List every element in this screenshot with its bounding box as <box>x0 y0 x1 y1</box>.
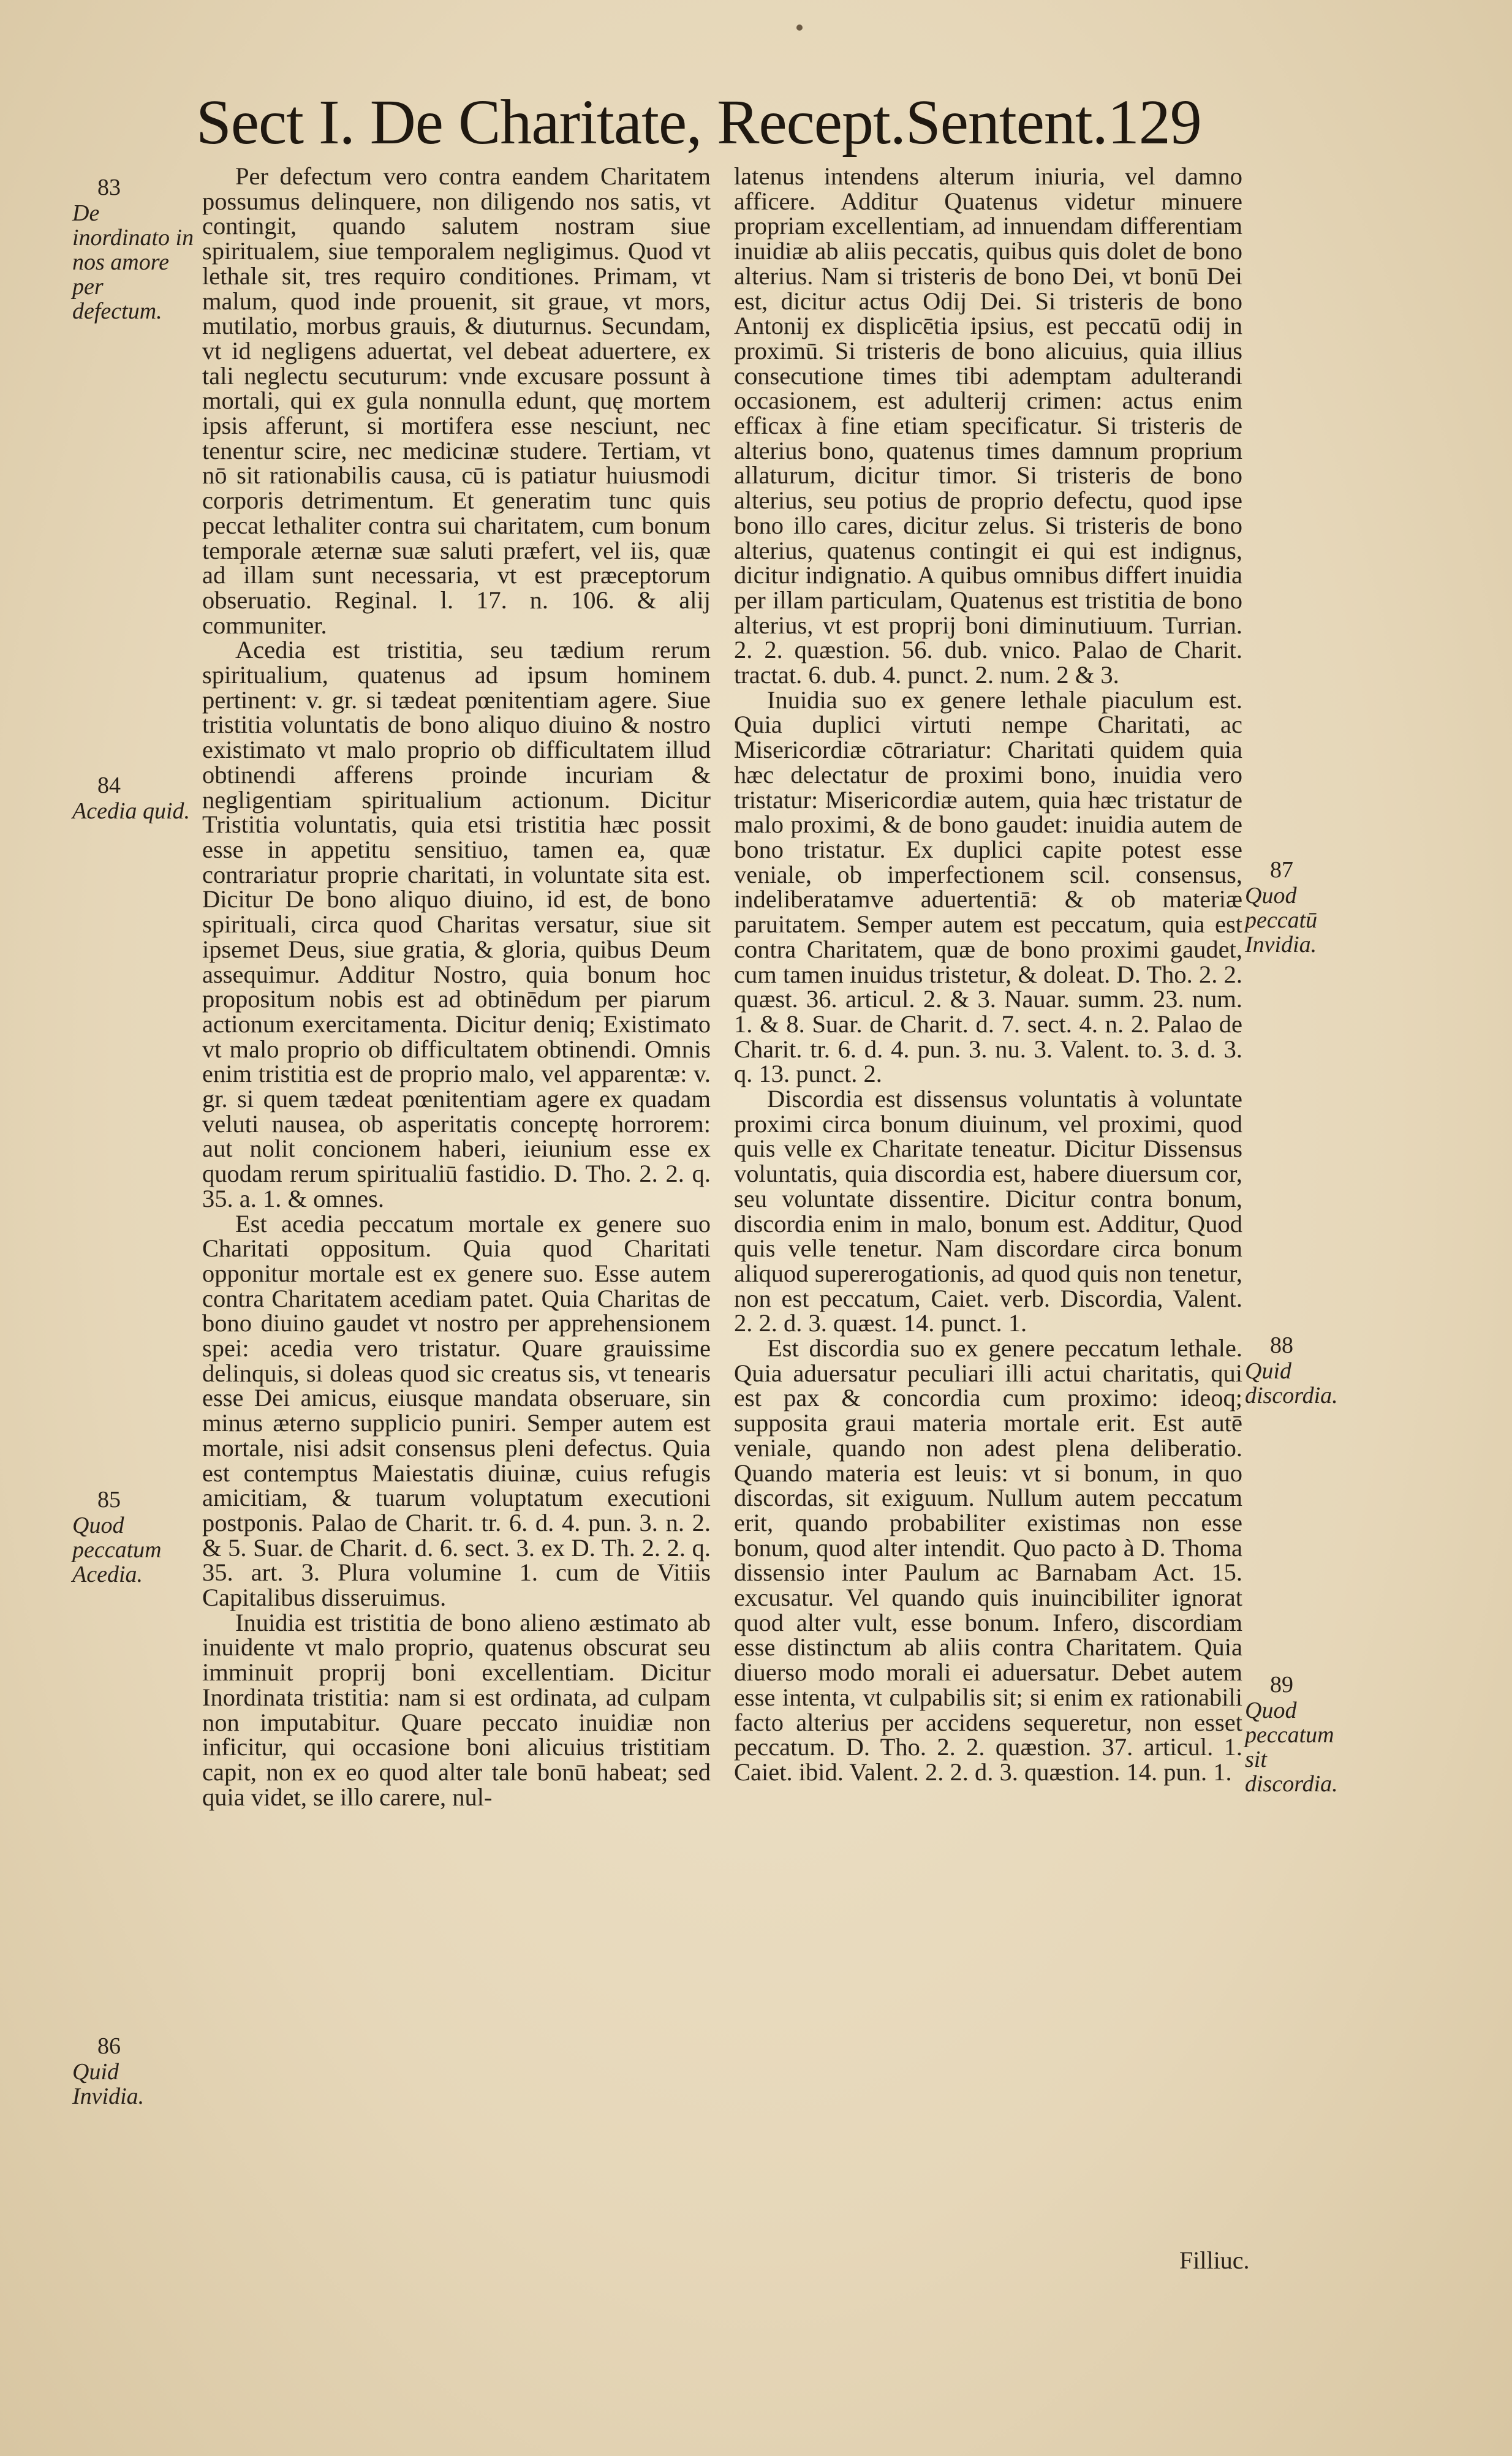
margin-note-number: 87 <box>1270 857 1293 883</box>
margin-note-label: Quod peccatum sit discordia. <box>1245 1698 1338 1797</box>
margin-note-number: 85 <box>97 1487 121 1513</box>
margin-note-83 <box>72 175 195 323</box>
catchword: Filliuc. <box>1179 2246 1250 2274</box>
margin-note-number: 88 <box>1270 1332 1293 1358</box>
margin-note-number: 84 <box>97 773 121 798</box>
paragraph-88: Discordia est dissensus voluntatis à voluntate proximi circa bonum diuinum, vel proximi, quod quis velle ex Charitate teneatur. Dicitur Dissensus voluntatis, quia discordia est, habere diuersum cor, seu voluntate dissentire. Dicitur contra bonum, discordia enim in malo, bonum est. Additur, Quod quis velle tenetur. Nam discordare circa bonum aliquod supererogationis, ad quod quis non tenetur, non est peccatum, Caiet. verb. Discordia, Valent. 2. 2. d. 3. quæst. 14. punct. 1. <box>734 1085 1242 1337</box>
right-text-column <box>734 164 1242 1785</box>
margin-note-88 <box>1245 1333 1361 1408</box>
margin-note-number: 89 <box>1270 1672 1293 1698</box>
margin-note-86 <box>72 2034 195 2109</box>
left-text-column <box>202 164 711 1810</box>
margin-note-84 <box>72 773 195 823</box>
paper-speck <box>796 25 803 31</box>
running-head: Sect I. De Charitate, Recept.Sentent.129 <box>196 87 1201 157</box>
margin-note-89 <box>1245 1672 1361 1796</box>
margin-note-label: Quod peccatū Invidia. <box>1245 883 1318 958</box>
margin-note-label: Quod peccatum Acedia. <box>72 1513 162 1587</box>
paragraph-83: Per defectum vero contra eandem Charitatem possumus delinquere, non diligendo nos satis, vt contingit, quando salutem nostram siue spiritualem, siue temporalem negligimus. Quod vt lethale sit, tres requiro conditiones. Primam, vt malum, quod inde prouenit, sit graue, vt mors, mutilatio, morbus grauis, & diuturnus. Secundam, vt id negligens aduertat, vel debeat aduertere, ex tali neglectu secuturum: vnde excusare possunt à mortali, qui ex gula nonnulla edunt, quę mortem ipsis afferunt, si mortifera esse nesciunt, nec tenentur scire, nec medicinæ studere. Tertiam, vt nō sit rationabilis causa, cū is patiatur huiusmodi corporis detrimentum. Et generatim tunc quis peccat lethaliter contra sui charitatem, cum bonum temporale æternæ suæ saluti præfert, vel iis, quæ ad illam sunt necessaria, vt est præceptorum obseruatio. Reginal. l. 17. n. 106. & alij communiter. <box>202 162 711 639</box>
margin-note-number: 83 <box>97 175 121 200</box>
margin-note-label: Acedia quid. <box>72 798 191 824</box>
paragraph-86: Inuidia est tristitia de bono alieno æstimato ab inuidente vt malo proprio, quatenus obscurat seu imminuit proprij boni excellentiam. Dicitur Inordinata tristitia: nam si est ordinata, ad culpam non imputabitur. Quare peccato inuidiæ non inficitur, qui occasione boni alicuius tristitiam capit, non ex eo quod alter tale bonū habeat; sed quia videt, se illo carere, nul- <box>202 1608 711 1811</box>
paragraph-87: Inuidia suo ex genere lethale piaculum est. Quia duplici virtuti nempe Charitati, ac Misericordiæ cōtrariatur: Charitati quidem quia hæc delectatur de proximi bono, inuidia vero tristatur: Misericordiæ autem, quia hæc tristatur de malo proximi, & de bono gaudet: inuidia autem de bono tristatur. Ex duplici capite potest esse veniale, ob imperfectionem scil. consensus, indeliberatamve aduertentiā: & ob materiæ paruitatem. Semper autem est peccatum, quia est contra Charitatem, quæ de bono proximi gaudet, cum tamen inuidus tristetur, & doleat. D. Tho. 2. 2. quæst. 36. articul. 2. & 3. Nauar. summ. 23. num. 1. & 8. Suar. de Charit. d. 7. sect. 4. n. 2. Palao de Charit. tr. 6. d. 4. pun. 3. nu. 3. Valent. to. 3. d. 3. q. 13. punct. 2. <box>734 686 1242 1088</box>
margin-note-label: Quid Invidia. <box>72 2059 145 2109</box>
paragraph-89: Est discordia suo ex genere peccatum lethale. Quia aduersatur peculiari illi actui charitatis, qui est pax & concordia cum proximo: ideoq; supposita graui materia mortale erit. Est autē veniale, quando non adest plena deliberatio. Quando materia est leuis: vt si bonum, in quo discordas, sit exiguum. Nullum autem peccatum erit, quando probabiliter existimas non esse bonum, quod alter intendit. Quo pacto à D. Thoma dissensio inter Paulum ac Barnabam Act. 15. excusatur. Vel quando quis inuincibiliter ignorat quod alter vult, esse bonum. Infero, discordiam esse distinctum ab aliis contra Charitatem. Quia diuerso modo morali ei aduersatur. Debet autem esse intenta, vt culpabilis sit; si enim ex rationabili facto alterius per accidens sequeretur, non esset peccatum. D. Tho. 2. 2. quæstion. 37. articul. 1. Caiet. ibid. Valent. 2. 2. d. 3. quæstion. 14. pun. 1. <box>734 1334 1242 1786</box>
paragraph-85: Est acedia peccatum mortale ex genere suo Charitati oppositum. Quia quod Charitati opponitur mortale est ex genere suo. Esse autem contra Charitatem acediam patet. Quia Charitas de bono diuino gaudet vt nostro per apprehensionem spei: acedia vero tristatur. Quare grauissime delinquis, si doleas quod sic creatus sis, vt tenearis esse Dei amicus, eiusque mandata obseruare, sin minus æterno supplicio puniri. Semper autem est mortale, nisi adsit consensus pleni defectus. Quia est contemptus Maiestatis diuinæ, cuius refugis amicitiam, & tuarum voluptatum executioni postponis. Palao de Charit. tr. 6. d. 4. pun. 3. n. 2. & 5. Suar. de Charit. d. 6. sect. 3. ex D. Th. 2. 2. q. 35. art. 3. Plura volumine 1. cum de Vitiis Capitalibus disseruimus. <box>202 1209 711 1612</box>
margin-note-number: 86 <box>97 2033 121 2059</box>
margin-note-label: Quid discordia. <box>1245 1358 1338 1408</box>
paragraph-86-continued: latenus intendens alterum iniuria, vel damno afficere. Additur Quatenus videtur minuere propriam excellentiam, ad innuendam differentiam inuidiæ ab aliis peccatis, quibus quis dolet de bono alterius. Nam si tristeris de bono Dei, vt bonū Dei est, dicitur actus Odij Dei. Si tristeris de bono Antonij ex displicētia ipsius, est peccatū odij in proximū. Si tristeris de bono alicuius, quia illius consecutione times tibi ademptam adulterandi occasionem, est adulterij crimen: actus enim efficax à fine etiam specificatur. Si tristeris de alterius bono, quatenus times damnum proprium allaturum, dicitur timor. Si tristeris de bono alterius, seu potius de proprio defectu, quod ipse bono illo cares, dicitur zelus. Si tristeris de bono alterius, quatenus contingit ei qui est indignus, dicitur indignatio. A quibus omnibus differt inuidia per illam particulam, Quatenus est tristitia de bono alterius, vt est proprij boni diminutiuum. Turrian. 2. 2. quæstion. 56. dub. vnico. Palao de Charit. tractat. 6. dub. 4. punct. 2. num. 2 & 3. <box>734 162 1242 689</box>
margin-note-label: De inordinato in nos amore per defectum. <box>72 200 194 324</box>
paragraph-84: Acedia est tristitia, seu tædium rerum spiritualium, quatenus ad ipsum hominem pertinent: v. gr. si tædeat pœnitentiam agere. Siue tristitia voluntatis de bono aliquo diuino & nostro existimato vt malo proprio ob difficultatem illud obtinendi afferens proinde incuriam & negligentiam spiritualium actionum. Dicitur Tristitia voluntatis, quia etsi tristitia hæc possit esse in appetitu sensitiuo, tamen ea, quæ contrariatur proprie charitati, in voluntate sita est. Dicitur De bono aliquo diuino, id est, de bono spirituali, circa quod Charitas versatur, siue sit ipsemet Deus, siue gratia, & gloria, quibus Deum assequimur. Additur Nostro, quia bonum hoc propositum nobis est ad obtinēdum per piarum actionum exercitamenta. Dicitur deniq; Existimato vt malo proprio ob difficultatem obtinendi. Omnis enim tristitia est de proprio malo, vel apparentæ: v. gr. si quem tædeat pœnitentiam agere ex quadam veluti nausea, ob asperitatis conceptę horrorem: aut nolit concionem haberi, ieiunium esse ex quodam rerum spiritualiū fastidio. D. Tho. 2. 2. q. 35. a. 1. & omnes. <box>202 636 711 1212</box>
margin-note-87 <box>1245 858 1361 957</box>
margin-note-85 <box>72 1487 195 1587</box>
